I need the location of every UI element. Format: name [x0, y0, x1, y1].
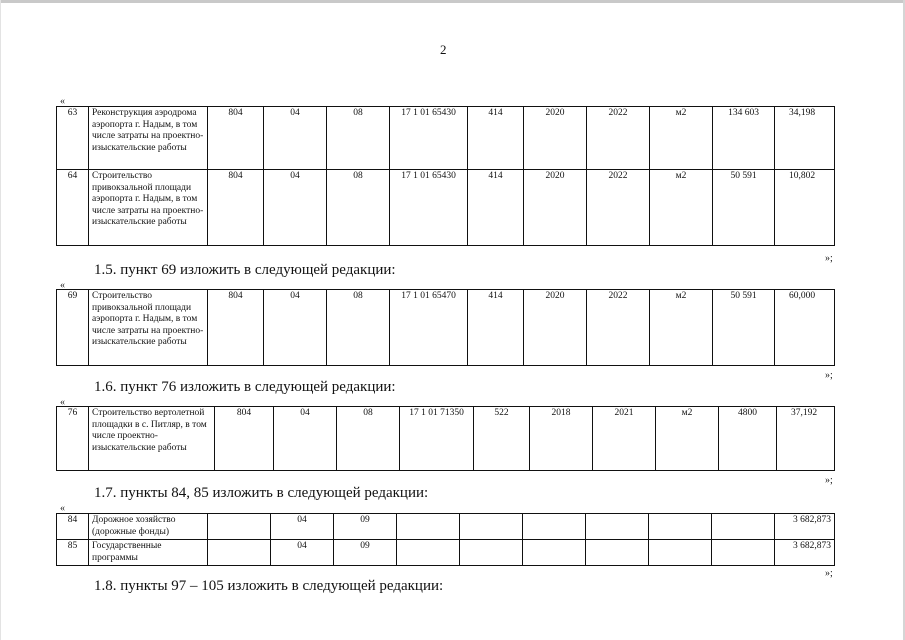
close-mark-1: »; [825, 253, 833, 264]
cell-section: 04 [274, 407, 337, 471]
cell-target-article: 17 1 01 65430 [390, 107, 468, 170]
row-name: Дорожное хозяйство (дорожные фонды) [89, 514, 208, 540]
cell-end-year: 2022 [587, 170, 650, 246]
table-item-76 [56, 406, 835, 471]
cell-end-year: 2022 [587, 290, 650, 366]
cell-start-year: 2020 [524, 107, 587, 170]
cell-target-article: 17 1 01 71350 [400, 407, 474, 471]
row-name: Строительство вертолетной площадки в с. Питляр, в том числе проектно-изыскательские работы [89, 407, 215, 471]
heading-1-7: 1.7. пункты 84, 85 изложить в следующей редакции: [94, 485, 429, 501]
cell-section: 04 [264, 170, 327, 246]
row-name: Государственные программы [89, 540, 208, 566]
cell-capacity [712, 540, 775, 566]
table-items-84-85 [56, 513, 835, 566]
cell-capacity: 50 591 [713, 290, 775, 366]
cell-end-year [586, 540, 649, 566]
cell-ministry-code [208, 540, 271, 566]
cell-amount: 34,198 [775, 107, 835, 170]
page-number: 2 [440, 42, 447, 57]
cell-capacity [712, 514, 775, 540]
cell-amount: 3 682,873 [775, 514, 835, 540]
cell-unit: м2 [650, 170, 713, 246]
cell-start-year [523, 514, 586, 540]
heading-1-5: 1.5. пункт 69 изложить в следующей редакции: [94, 262, 396, 278]
cell-target-article: 17 1 01 65470 [390, 290, 468, 366]
cell-subsection: 08 [327, 170, 390, 246]
page-top-edge [0, 0, 905, 3]
cell-start-year: 2020 [524, 290, 587, 366]
close-mark-4: »; [825, 568, 833, 579]
cell-unit [649, 514, 712, 540]
table-row [57, 514, 835, 540]
cell-section: 04 [271, 514, 334, 540]
cell-end-year: 2022 [587, 107, 650, 170]
row-name: Строительство привокзальной площади аэропорта г. Надым, в том числе затраты на проектно-изыскательские работы [89, 170, 208, 246]
row-name: Строительство привокзальной площади аэропорта г. Надым, в том числе затраты на проектно-изыскательские работы [89, 290, 208, 366]
cell-subsection: 08 [337, 407, 400, 471]
cell-unit: м2 [656, 407, 719, 471]
cell-ministry-code: 804 [208, 107, 264, 170]
cell-subsection: 09 [334, 540, 397, 566]
cell-ministry-code: 804 [215, 407, 274, 471]
cell-unit: м2 [650, 107, 713, 170]
row-number: 76 [57, 407, 89, 471]
cell-expense-type [460, 514, 523, 540]
cell-expense-type: 414 [468, 107, 524, 170]
table-items-63-64 [56, 106, 835, 246]
cell-unit [649, 540, 712, 566]
cell-amount: 37,192 [777, 407, 835, 471]
cell-subsection: 08 [327, 290, 390, 366]
cell-section: 04 [264, 290, 327, 366]
row-number: 63 [57, 107, 89, 170]
cell-subsection: 09 [334, 514, 397, 540]
table-row [57, 290, 835, 366]
table-row [57, 407, 835, 471]
cell-expense-type: 522 [474, 407, 530, 471]
cell-capacity: 50 591 [713, 170, 775, 246]
table-row [57, 170, 835, 246]
cell-ministry-code [208, 514, 271, 540]
cell-end-year: 2021 [593, 407, 656, 471]
cell-amount: 10,802 [775, 170, 835, 246]
cell-capacity: 134 603 [713, 107, 775, 170]
table-row [57, 107, 835, 170]
cell-expense-type: 414 [468, 170, 524, 246]
row-number: 84 [57, 514, 89, 540]
cell-expense-type: 414 [468, 290, 524, 366]
cell-end-year [586, 514, 649, 540]
cell-amount: 3 682,873 [775, 540, 835, 566]
cell-target-article [397, 540, 460, 566]
table-row [57, 540, 835, 566]
cell-start-year: 2018 [530, 407, 593, 471]
heading-1-6: 1.6. пункт 76 изложить в следующей редакции: [94, 379, 396, 395]
open-quote-1: « [60, 96, 65, 107]
cell-target-article [397, 514, 460, 540]
row-number: 64 [57, 170, 89, 246]
page-left-edge [0, 0, 1, 640]
close-mark-3: »; [825, 475, 833, 486]
open-quote-2: « [60, 280, 65, 291]
open-quote-3: « [60, 397, 65, 408]
cell-capacity: 4800 [719, 407, 777, 471]
cell-section: 04 [264, 107, 327, 170]
open-quote-4: « [60, 503, 65, 514]
cell-unit: м2 [650, 290, 713, 366]
cell-ministry-code: 804 [208, 290, 264, 366]
cell-expense-type [460, 540, 523, 566]
row-number: 69 [57, 290, 89, 366]
cell-start-year: 2020 [524, 170, 587, 246]
row-number: 85 [57, 540, 89, 566]
table-item-69 [56, 289, 835, 366]
row-name: Реконструкция аэродрома аэропорта г. Надым, в том числе затраты на проектно-изыскательские работы [89, 107, 208, 170]
cell-amount: 60,000 [775, 290, 835, 366]
cell-subsection: 08 [327, 107, 390, 170]
cell-section: 04 [271, 540, 334, 566]
cell-ministry-code: 804 [208, 170, 264, 246]
heading-1-8: 1.8. пункты 97 – 105 изложить в следующей редакции: [94, 578, 444, 594]
cell-start-year [523, 540, 586, 566]
cell-target-article: 17 1 01 65430 [390, 170, 468, 246]
close-mark-2: »; [825, 370, 833, 381]
